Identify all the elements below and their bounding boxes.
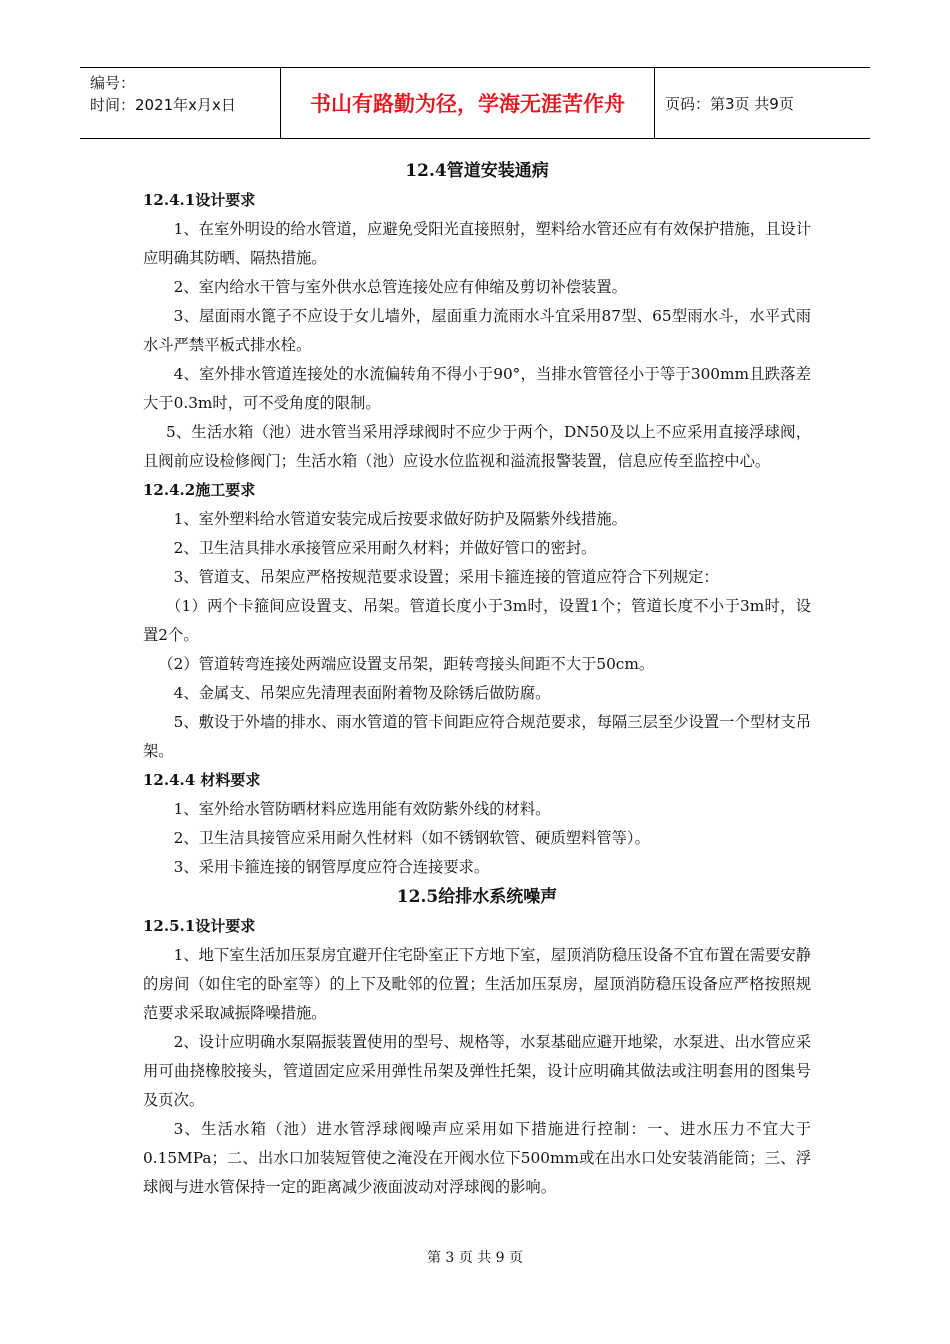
paragraph: 1、在室外明设的给水管道，应避免受阳光直接照射，塑料给水管还应有有效保护措施，且设计应明确其防晒、隔热措施。 [143, 220, 811, 267]
paragraph: 1、地下室生活加压泵房宜避开住宅卧室正下方地下室，屋顶消防稳压设备不宜布置在需要安静的房间（如住宅的卧室等）的上下及毗邻的位置；生活加压泵房，屋顶消防稳压设备应严格按照规范要求采取减振降噪措施。 [143, 946, 811, 1022]
paragraph: 3、屋面雨水篦子不应设于女儿墙外，屋面重力流雨水斗宜采用87型、65型雨水斗，水平式雨水斗严禁平板式排水栓。 [143, 307, 811, 354]
paragraph: 4、金属支、吊架应先清理表面附着物及除锈后做防腐。 [173, 684, 551, 702]
paragraph: 1、室外塑料给水管道安装完成后按要求做好防护及隔紫外线措施。 [173, 510, 627, 528]
subsection-title: 12.4.2施工要求 [143, 481, 256, 499]
paragraph: 5、敷设于外墙的排水、雨水管道的管卡间距应符合规范要求，每隔三层至少设置一个型材支吊架。 [143, 713, 811, 760]
subsection-title: 12.4.1设计要求 [143, 191, 256, 209]
paragraph: （1）两个卡箍间应设置支、吊架。管道长度小于3m时，设置1个；管道长度不小于3m时，设置2个。 [143, 597, 811, 644]
header-meta [80, 68, 280, 138]
header-motto: 书山有路勤为径，学海无涯苦作舟 [280, 68, 655, 138]
paragraph: 4、室外排水管道连接处的水流偏转角不得小于90°，当排水管管径小于等于300mm且跌落差大于0.3m时，可不受角度的限制。 [143, 365, 811, 412]
subsection-title: 12.5.1设计要求 [143, 917, 256, 935]
paragraph: 2、卫生洁具接管应采用耐久性材料（如不锈钢软管、硬质塑料管等）。 [173, 829, 650, 847]
paragraph: 3、管道支、吊架应严格按规范要求设置；采用卡箍连接的管道应符合下列规定： [173, 568, 719, 586]
paragraph: 3、生活水箱（池）进水管浮球阀噪声应采用如下措施进行控制：一、进水压力不宜大于0.15MPa；二、出水口加装短管使之淹没在开阀水位下500mm或在出水口处安装消能筒；三、浮球阀与进水管保持一定的距离减少液面波动对浮球阀的影响。 [143, 1120, 811, 1196]
paragraph: 3、采用卡箍连接的钢管厚度应符合连接要求。 [173, 858, 490, 876]
subsection-title: 12.4.4 材料要求 [143, 771, 261, 789]
section-title: 12.5给排水系统噪声 [396, 887, 558, 907]
document-number-label: 编号： [90, 74, 136, 92]
page-footer: 第 3 页 共 9 页 [426, 1250, 524, 1266]
paragraph: （2）管道转弯连接处两端应设置支吊架，距转弯接头间距不大于50cm。 [158, 655, 655, 673]
paragraph: 2、设计应明确水泵隔振装置使用的型号、规格等，水泵基础应避开地梁，水泵进、出水管应采用可曲挠橡胶接头，管道固定应采用弹性吊架及弹性托架，设计应明确其做法或注明套用的图集号及页次。 [143, 1033, 811, 1109]
paragraph: 2、室内给水干管与室外供水总管连接处应有伸缩及剪切补偿装置。 [173, 278, 627, 296]
page-header [80, 67, 870, 139]
paragraph: 5、生活水箱（池）进水管当采用浮球阀时不应少于两个，DN50及以上不应采用直接浮球阀，且阀前应设检修阀门；生活水箱（池）应设水位监视和溢流报警装置，信息应传至监控中心。 [143, 423, 811, 470]
paragraph: 1、室外给水管防晒材料应选用能有效防紫外线的材料。 [173, 800, 551, 818]
header-page-label: 页码：第3页 共9页 [665, 94, 794, 113]
document-body [143, 156, 811, 1202]
document-time-label: 时间：2021年x月x日 [90, 96, 236, 114]
section-title: 12.4管道安装通病 [405, 161, 549, 181]
paragraph: 2、卫生洁具排水承接管应采用耐久材料；并做好管口的密封。 [173, 539, 597, 557]
